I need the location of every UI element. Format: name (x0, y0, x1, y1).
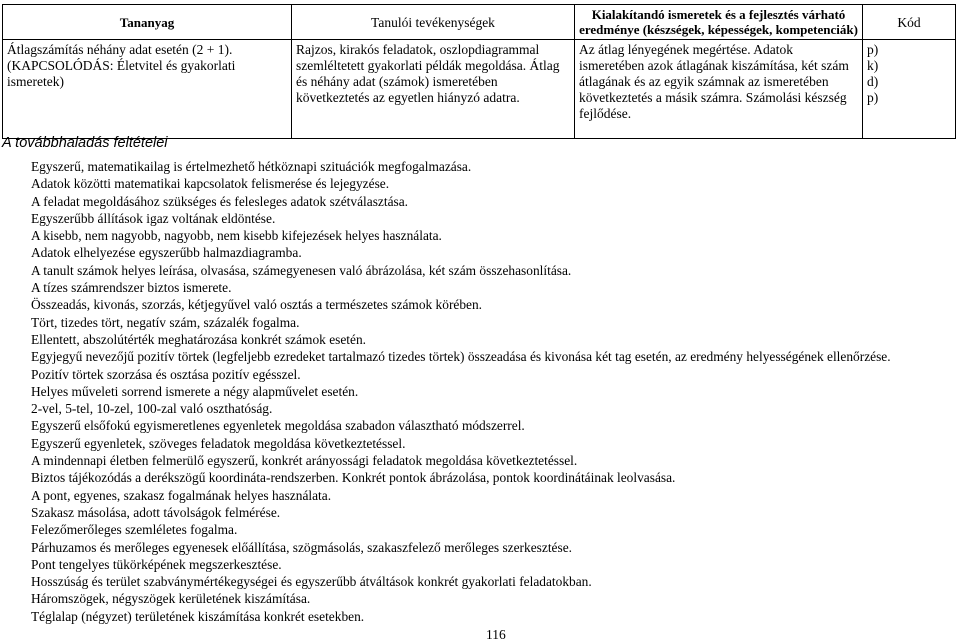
code-item: p) (867, 90, 879, 105)
list-item: A mindennapi életben felmerülő egyszerű, konkrét arányossági feladatok megoldása következtetéssel. (31, 453, 578, 469)
list-item: A tanult számok helyes leírása, olvasása, számegyenesen való ábrázolása, két szám összehasonlítása. (31, 262, 572, 278)
code-item: d) (867, 74, 879, 89)
code-item: p) (867, 42, 879, 57)
header-kialakitando: Kialakítandó ismeretek és a fejlesztés várható eredménye (készségek, képességek, kompetenciák) (575, 5, 863, 40)
list-item: Helyes műveleti sorrend ismerete a négy alapművelet esetén. (31, 383, 359, 399)
cell-kialakitando-text: Az átlag lényegének megértése. Adatok ismeretében azok átlagának kiszámítása, két szám átlagának és az egyik számnak az ismeretében következtetés a másik számra. Számolási készség fejlődése. (579, 42, 849, 121)
cell-tevekenysegek-text: Rajzos, kirakós feladatok, oszlopdiagrammal szemléltetett gyakorlati példák megoldása. Átlag és néhány adat (számok) ismeretében következtetés az egyetlen hiányzó adatra. (296, 42, 560, 105)
list-item: Pont tengelyes tükörképének megszerkesztése. (31, 556, 282, 572)
header-tevekenysegek: Tanulói tevékenységek (292, 5, 575, 40)
list-item: Egyszerű elsőfokú egyismeretlenes egyenletek megoldása szabadon választható módszerrel. (31, 418, 525, 434)
list-item: Felezőmerőleges szemléletes fogalma. (31, 522, 238, 538)
list-item: Téglalap (négyzet) területének kiszámítása konkrét esetekben. (31, 608, 365, 624)
list-item: A pont, egyenes, szakasz fogalmának helyes használata. (31, 487, 332, 503)
list-item: Pozitív törtek szorzása és osztása pozitív egésszel. (31, 366, 301, 382)
list-item: A kisebb, nem nagyobb, nagyobb, nem kisebb kifejezések helyes használata. (31, 228, 442, 244)
list-item: Ellentett, abszolútérték meghatározása konkrét számok esetén. (31, 331, 367, 347)
code-item: k) (867, 58, 879, 73)
prerequisites-list (31, 158, 960, 625)
cell-tevekenysegek (292, 40, 575, 139)
cell-tananyag (3, 40, 292, 139)
list-item: 2-vel, 5-tel, 10-zel, 100-zal való oszthatóság. (31, 401, 273, 417)
list-item: Tört, tizedes tört, negatív szám, százalék fogalma. (31, 314, 300, 330)
list-item: Egyjegyű nevezőjű pozitív törtek (legfeljebb ezredeket tartalmazó tizedes törtek) összeadása és kivonása két tag esetén, az eredmény helyességének ellenőrzése. (31, 349, 891, 365)
section-title: A továbbhaladás feltételei (2, 135, 168, 151)
list-item: Párhuzamos és merőleges egyenesek előállítása, szögmásolás, szakaszfelező merőleges szerkesztése. (31, 539, 572, 555)
list-item: Egyszerűbb állítások igaz voltának eldöntése. (31, 210, 276, 226)
list-item: Adatok elhelyezése egyszerűbb halmazdiagramba. (31, 245, 302, 261)
cell-kod (863, 40, 956, 139)
list-item: A tízes számrendszer biztos ismerete. (31, 280, 232, 296)
table-header-row (3, 5, 956, 40)
header-kod: Kód (863, 5, 956, 40)
page-number: 116 (486, 627, 506, 642)
list-item: Háromszögek, négyszögek kerületének kiszámítása. (31, 591, 311, 607)
list-item: Adatok közötti matematikai kapcsolatok felismerése és lejegyzése. (31, 176, 390, 192)
list-item: Hosszúság és terület szabványmértékegységei és egyszerűbb átváltások konkrét gyakorlati feladatokban. (31, 574, 592, 590)
list-item: Szakasz másolása, adott távolságok felmérése. (31, 504, 281, 520)
list-item: Biztos tájékozódás a derékszögű koordináta-rendszerben. Konkrét pontok ábrázolása, pontok koordinátáinak leolvasása. (31, 470, 676, 486)
list-item: Egyszerű, matematikailag is értelmezhető hétköznapi szituációk megfogalmazása. (31, 159, 472, 174)
cell-kialakitando (575, 40, 863, 139)
header-tananyag: Tananyag (3, 5, 292, 40)
cell-tananyag-text: Átlagszámítás néhány adat esetén (2 + 1). (KAPCSOLÓDÁS: Életvitel és gyakorlati ismeretek) (7, 42, 236, 89)
table-row (3, 40, 956, 139)
list-item: A feladat megoldásához szükséges és felesleges adatok szétválasztása. (31, 193, 409, 209)
list-item: Összeadás, kivonás, szorzás, kétjegyűvel való osztás a természetes számok körében. (31, 297, 483, 313)
code-list (867, 42, 951, 106)
curriculum-table (2, 4, 956, 139)
list-item: Egyszerű egyenletek, szöveges feladatok megoldása következtetéssel. (31, 435, 406, 451)
